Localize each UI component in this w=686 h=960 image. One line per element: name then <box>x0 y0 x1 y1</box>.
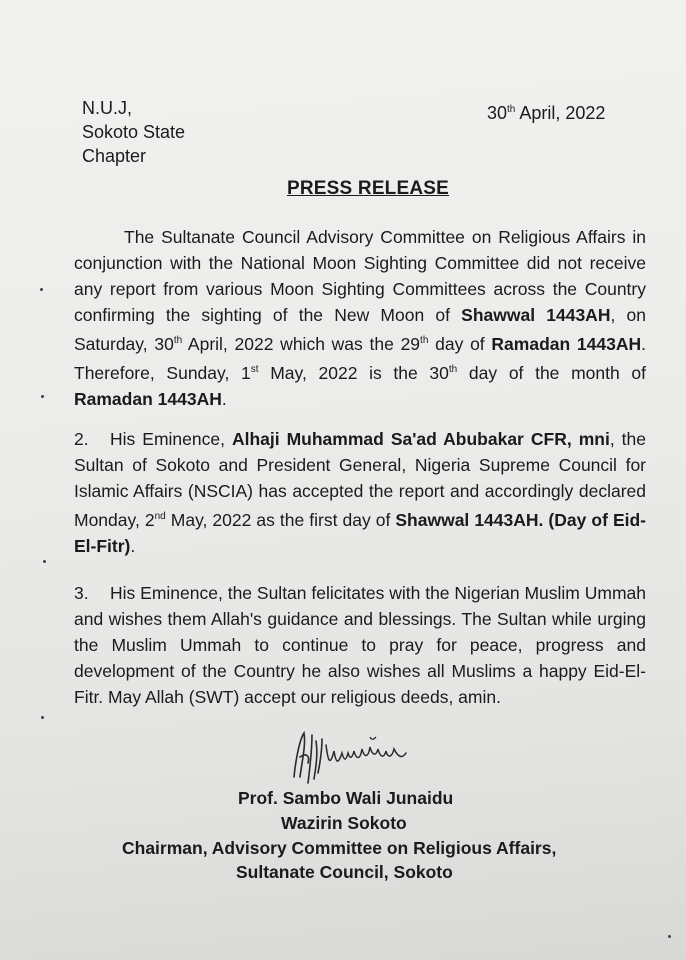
sender-block <box>82 96 185 168</box>
signatory-organization: Sultanate Council, Sokoto <box>236 862 453 882</box>
sender-line: Sokoto State <box>82 122 186 142</box>
handwritten-signature <box>282 727 432 789</box>
paragraph-2: 2. His Eminence, Alhaji Muhammad Sa'ad Abubakar CFR, mni, the Sultan of Sokoto and President General, Nigeria Supreme Council for Islamic Affairs (NSCIA) has accepted the report and accordingly declared Monday, 2nd May, 2022 as the first day of Shawwal 1443AH. (Day of Eid-El-Fitr). <box>74 426 646 559</box>
sender-line: N.U.J, <box>82 98 133 118</box>
paragraph-3: 3. His Eminence, the Sultan felicitates with the Nigerian Muslim Ummah and wishes them Allah's guidance and blessings. The Sultan while urging the Muslim Ummah to continue to pray for peace, progress and development of the Country he also wishes all Muslims a happy Eid-El-Fitr. May Allah (SWT) accept our religious deeds, amin. <box>74 580 646 710</box>
signatory-title: Wazirin Sokoto <box>281 813 407 833</box>
margin-mark <box>41 716 44 719</box>
signatory-name: Prof. Sambo Wali Junaidu <box>238 788 454 808</box>
margin-mark <box>43 560 46 563</box>
date-suffix: th <box>507 104 516 115</box>
signatory-position: Chairman, Advisory Committee on Religious Affairs, <box>122 838 557 858</box>
paragraph-number: 3. <box>74 583 89 603</box>
release-date <box>487 103 605 124</box>
margin-mark <box>40 288 43 291</box>
sender-line: Chapter <box>82 146 147 166</box>
date-day: 30 <box>487 103 508 123</box>
page-title: PRESS RELEASE <box>287 178 450 199</box>
paragraph-number: 2. <box>74 429 89 449</box>
date-rest: April, 2022 <box>515 103 606 123</box>
margin-mark <box>668 935 671 938</box>
paragraph-1: The Sultanate Council Advisory Committee on Religious Affairs in conjunction with the National Moon Sighting Committee did not receive any report from various Moon Sighting Committees across the Country confirming the sighting of the New Moon of Shawwal 1443AH, on Saturday, 30th April, 2022 which was the 29th day of Ramadan 1443AH. Therefore, Sunday, 1st May, 2022 is the 30th day of the month of Ramadan 1443AH. <box>74 227 647 409</box>
margin-mark <box>41 395 44 398</box>
